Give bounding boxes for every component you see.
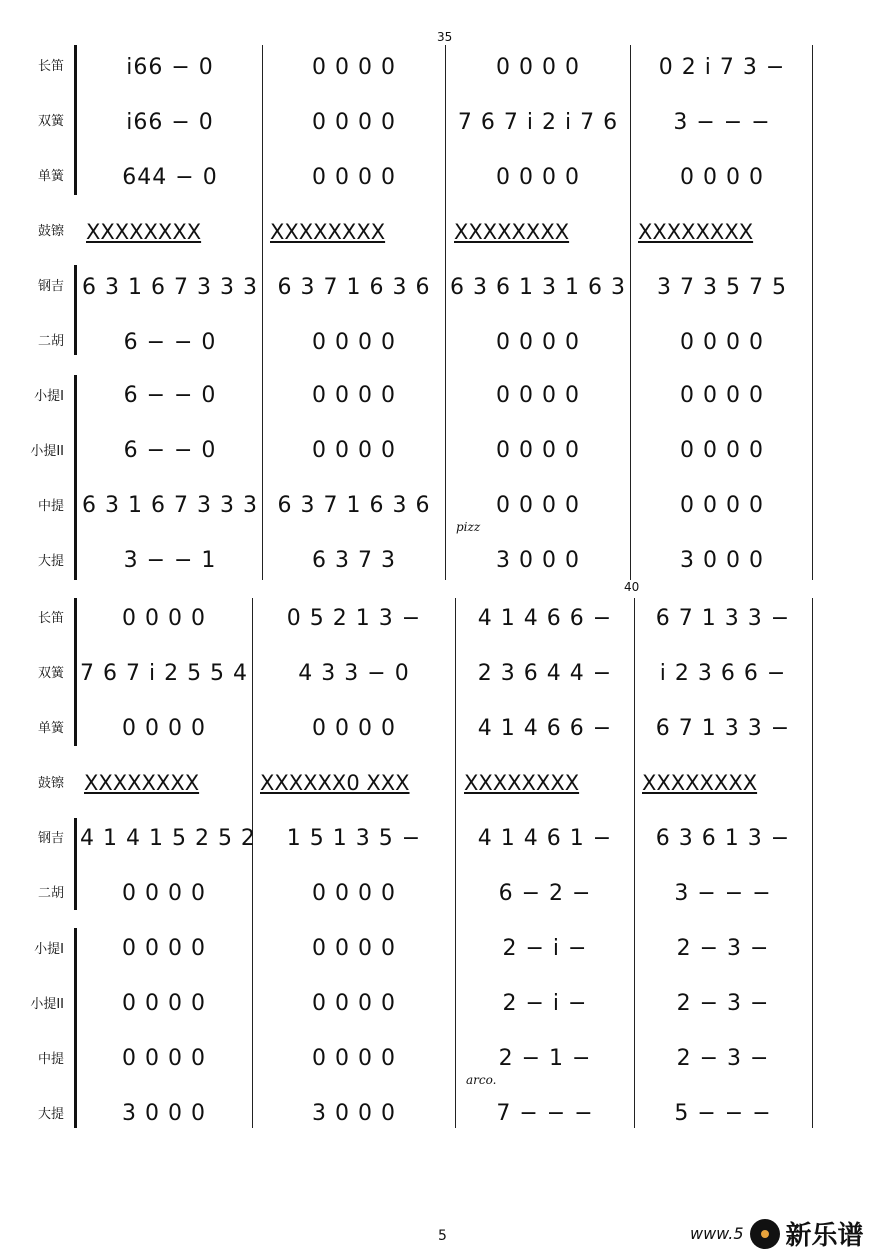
measure: 6 3 1 6 7 3 3 3 <box>82 274 258 300</box>
measure: i66 − 0 <box>126 109 214 135</box>
measure: 6 − − 0 <box>123 382 217 408</box>
measure: 1 5 1 3 5 − <box>286 825 422 851</box>
measure: XXXXXX0 XXX <box>260 771 410 795</box>
site-logo-text: 新乐谱 <box>785 1221 864 1251</box>
measure: 0 0 0 0 <box>312 935 396 961</box>
instrument-label: 钢吉 <box>37 279 64 294</box>
measure: XXXXXXXX <box>638 220 754 244</box>
measure: XXXXXXXX <box>454 220 570 244</box>
measure: 0 0 0 0 <box>312 329 396 355</box>
barline <box>812 45 813 580</box>
instrument-label: 双簧 <box>37 114 64 129</box>
measure: 3 0 0 0 <box>122 1100 206 1126</box>
measure-number: 35 <box>437 30 453 44</box>
instrument-label: 小提II <box>30 444 64 459</box>
measure: 0 0 0 0 <box>312 1045 396 1071</box>
measure: 0 0 0 0 <box>122 715 206 741</box>
measure: 0 0 0 0 <box>122 605 206 631</box>
measure: 2 − 3 − <box>676 990 770 1016</box>
measure: 0 0 0 0 <box>312 382 396 408</box>
measure: 4 3 3 − 0 <box>298 660 410 686</box>
site-url[interactable]: www.5 <box>690 1224 744 1243</box>
measure-number: 40 <box>624 580 640 594</box>
measure: 6 3 6 1 3 1 6 3 <box>450 274 626 300</box>
measure: 2 − 3 − <box>676 1045 770 1071</box>
barline <box>445 45 446 580</box>
measure: 5 − − − <box>674 1100 772 1126</box>
measure: 0 0 0 0 <box>312 990 396 1016</box>
instrument-label: 中提 <box>37 499 64 514</box>
measure: 0 0 0 0 <box>122 880 206 906</box>
measure: 0 0 0 0 <box>680 382 764 408</box>
measure: 0 0 0 0 <box>122 935 206 961</box>
instrument-label: 单簧 <box>37 721 64 736</box>
measure: 0 0 0 0 <box>496 437 580 463</box>
measure: 0 0 0 0 <box>680 492 764 518</box>
measure: 0 0 0 0 <box>496 492 580 518</box>
instrument-label: 长笛 <box>37 59 64 74</box>
measure: i66 − 0 <box>126 54 214 80</box>
measure: 3 − − 1 <box>123 547 217 573</box>
measure: 2 3 6 4 4 − <box>477 660 613 686</box>
measure: 0 0 0 0 <box>680 437 764 463</box>
measure: 0 0 0 0 <box>312 54 396 80</box>
barline <box>455 598 456 1128</box>
measure: XXXXXXXX <box>270 220 386 244</box>
measure: 7 6 7 i 2 5 5 4 <box>80 660 249 686</box>
instrument-label: 小提I <box>34 942 64 957</box>
instrument-label: 双簧 <box>37 666 64 681</box>
barline <box>630 45 631 580</box>
measure: 4 1 4 6 1 − <box>477 825 613 851</box>
measure: 6 − − 0 <box>123 437 217 463</box>
measure: XXXXXXXX <box>464 771 580 795</box>
instrument-label: 中提 <box>37 1052 64 1067</box>
measure: 2 − 3 − <box>676 935 770 961</box>
measure: 3 0 0 0 <box>312 1100 396 1126</box>
instrument-label: 钢吉 <box>37 831 64 846</box>
measure: 0 0 0 0 <box>496 329 580 355</box>
measure: 0 0 0 0 <box>312 880 396 906</box>
measure: 6 3 7 1 6 3 6 <box>277 274 431 300</box>
measure: 0 5 2 1 3 − <box>286 605 422 631</box>
measure: XXXXXXXX <box>86 220 202 244</box>
measure: 0 0 0 0 <box>312 437 396 463</box>
measure: 644 − 0 <box>122 164 218 190</box>
pizz-mark: pizz <box>456 520 481 534</box>
measure: 4 1 4 6 6 − <box>477 605 613 631</box>
measure: 0 0 0 0 <box>122 990 206 1016</box>
measure: 2 − 1 − <box>498 1045 592 1071</box>
barline <box>634 598 635 1128</box>
barline <box>262 45 263 580</box>
measure: 0 0 0 0 <box>122 1045 206 1071</box>
measure: 3 − − − <box>673 109 771 135</box>
measure: 2 − i − <box>502 990 588 1016</box>
measure: i 2 3 6 6 − <box>659 660 787 686</box>
instrument-label: 小提I <box>34 389 64 404</box>
measure: 0 0 0 0 <box>680 329 764 355</box>
measure: 6 3 6 1 3 − <box>655 825 791 851</box>
measure: 0 0 0 0 <box>496 164 580 190</box>
measure: 0 0 0 0 <box>312 715 396 741</box>
measure: 7 6 7 i 2 i 7 6 <box>457 109 619 135</box>
measure: 6 7 1 3 3 − <box>655 715 791 741</box>
arco-mark: arco. <box>466 1073 497 1087</box>
measure: 6 3 1 6 7 3 3 3 <box>82 492 258 518</box>
record-disc-icon <box>750 1219 780 1249</box>
barline <box>252 598 253 1128</box>
measure: 0 0 0 0 <box>680 164 764 190</box>
instrument-label: 二胡 <box>37 886 64 901</box>
instrument-label: 大提 <box>37 1107 64 1122</box>
measure: 3 − − − <box>674 880 772 906</box>
measure: 7 − − − <box>496 1100 594 1126</box>
measure: 0 0 0 0 <box>496 54 580 80</box>
measure: 0 0 0 0 <box>312 164 396 190</box>
page-number: 5 <box>438 1228 447 1244</box>
instrument-label: 单簧 <box>37 169 64 184</box>
measure: 0 2 i 7 3 − <box>658 54 786 80</box>
measure: 6 − − 0 <box>123 329 217 355</box>
instrument-label: 长笛 <box>37 611 64 626</box>
measure: 3 7 3 5 7 5 <box>657 274 787 300</box>
measure: XXXXXXXX <box>642 771 758 795</box>
instrument-label: 大提 <box>37 554 64 569</box>
measure: 0 0 0 0 <box>496 382 580 408</box>
site-logo[interactable] <box>690 1215 864 1252</box>
barline <box>812 598 813 1128</box>
instrument-label: 鼓镲 <box>37 776 64 791</box>
measure: 4 1 4 1 5 2 5 2 <box>80 825 256 851</box>
instrument-label: 鼓镲 <box>37 224 64 239</box>
measure: 3 0 0 0 <box>680 547 764 573</box>
measure: 4 1 4 6 6 − <box>477 715 613 741</box>
measure: 0 0 0 0 <box>312 109 396 135</box>
measure: 3 0 0 0 <box>496 547 580 573</box>
measure: XXXXXXXX <box>84 771 200 795</box>
measure: 2 − i − <box>502 935 588 961</box>
measure: 6 − 2 − <box>498 880 592 906</box>
instrument-label: 二胡 <box>37 334 64 349</box>
instrument-label: 小提II <box>30 997 64 1012</box>
measure: 6 3 7 3 <box>312 547 396 573</box>
measure: 6 3 7 1 6 3 6 <box>277 492 431 518</box>
measure: 6 7 1 3 3 − <box>655 605 791 631</box>
